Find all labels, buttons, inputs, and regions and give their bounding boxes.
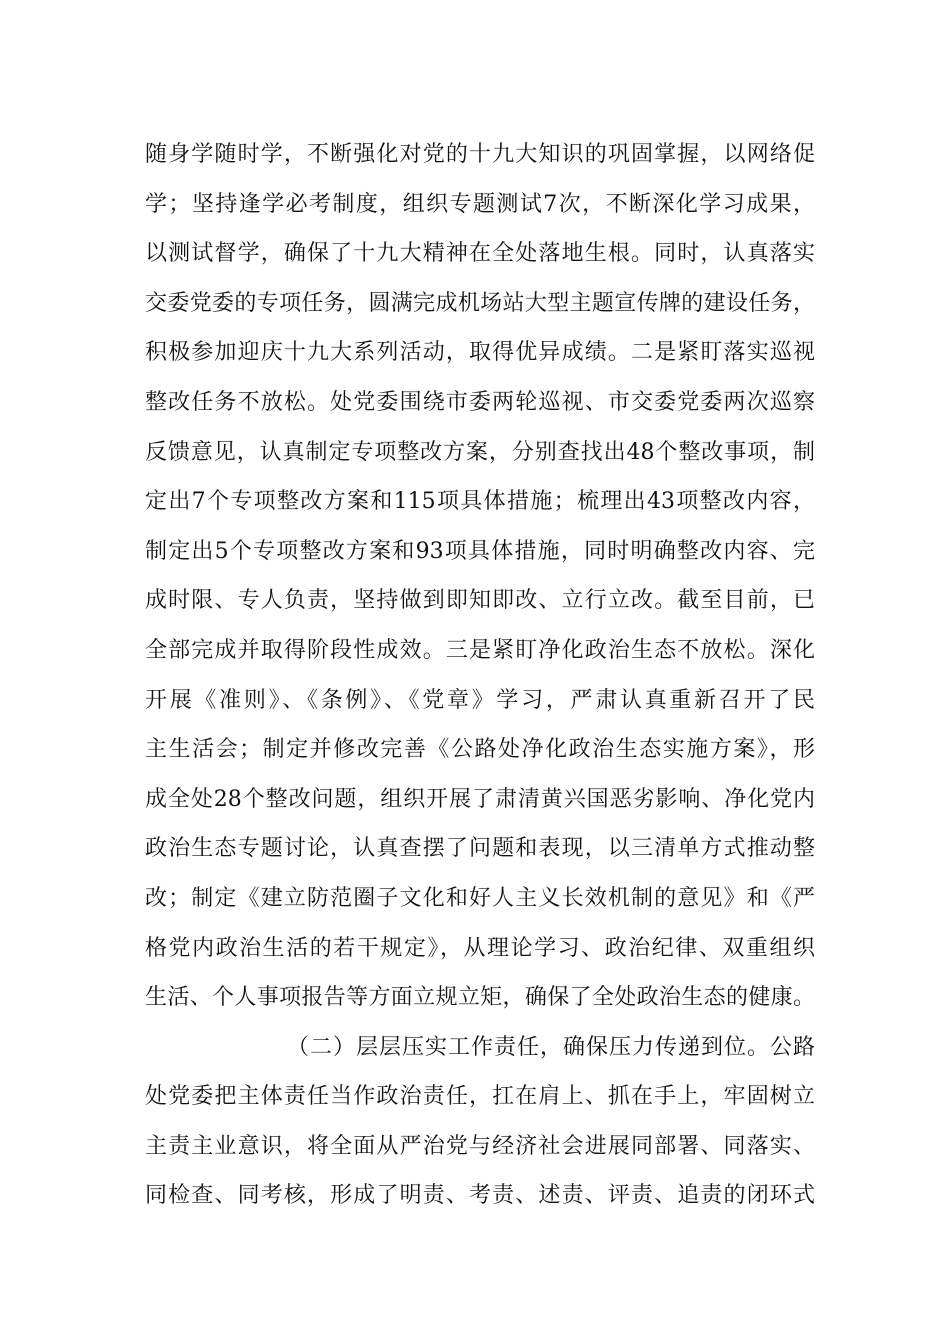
text-line: 成全处28个整改问题，组织开展了肃清黄兴国恶劣影响、净化党内 (145, 786, 815, 812)
text-line: 成时限、专人负责，坚持做到即知即改、立行立改。截至目前，已 (145, 588, 815, 614)
text-line: 以测试督学，确保了十九大精神在全处落地生根。同时，认真落实 (145, 241, 815, 267)
text-line: 政治生态专题讨论，认真查摆了问题和表现，以三清单方式推动整 (145, 836, 815, 862)
text-line: 格党内政治生活的若干规定》，从理论学习、政治纪律、双重组织 (145, 935, 815, 961)
text-line: 全部完成并取得阶段性成效。三是紧盯净化政治生态不放松。深化 (145, 637, 815, 663)
text-line: 改；制定《建立防范圈子文化和好人主义长效机制的意见》和《严 (145, 885, 815, 911)
text-line: 定出7个专项整改方案和115项具体措施；梳理出43项整改内容， (145, 489, 815, 515)
text-line: 积极参加迎庆十九大系列活动，取得优异成绩。二是紧盯落实巡视 (145, 340, 815, 366)
text-line: 学；坚持逢学必考制度，组织专题测试7次，不断深化学习成果， (145, 191, 815, 217)
section-heading-line: （二）层层压实工作责任，确保压力传递到位。公路 (287, 1034, 815, 1060)
text-line: 生活、个人事项报告等方面立规立矩，确保了全处政治生态的健康。 (145, 985, 815, 1011)
text-line: 主责主业意识，将全面从严治党与经济社会进展同部署、同落实、 (145, 1133, 815, 1159)
text-line: 交委党委的专项任务，圆满完成机场站大型主题宣传牌的建设任务， (145, 290, 815, 316)
text-line: 随身学随时学，不断强化对党的十九大知识的巩固掌握，以网络促 (145, 142, 815, 167)
text-line: 整改任务不放松。处党委围绕市委两轮巡视、市交委党委两次巡察 (145, 389, 815, 415)
text-line: 制定出5个专项整改方案和93项具体措施，同时明确整改内容、完 (145, 538, 815, 564)
body-text (145, 130, 815, 1221)
text-line: 开展《准则》、《条例》、《党章》学习，严肃认真重新召开了民 (145, 687, 815, 713)
text-line: 主生活会；制定并修改完善《公路处净化政治生态实施方案》，形 (145, 737, 815, 763)
text-line: 同检查、同考核，形成了明责、考责、述责、评责、追责的闭环式 (145, 1183, 815, 1209)
text-line: 处党委把主体责任当作政治责任，扛在肩上、抓在手上，牢固树立 (145, 1084, 815, 1110)
text-line: 反馈意见，认真制定专项整改方案，分别查找出48个整改事项，制 (145, 439, 815, 465)
